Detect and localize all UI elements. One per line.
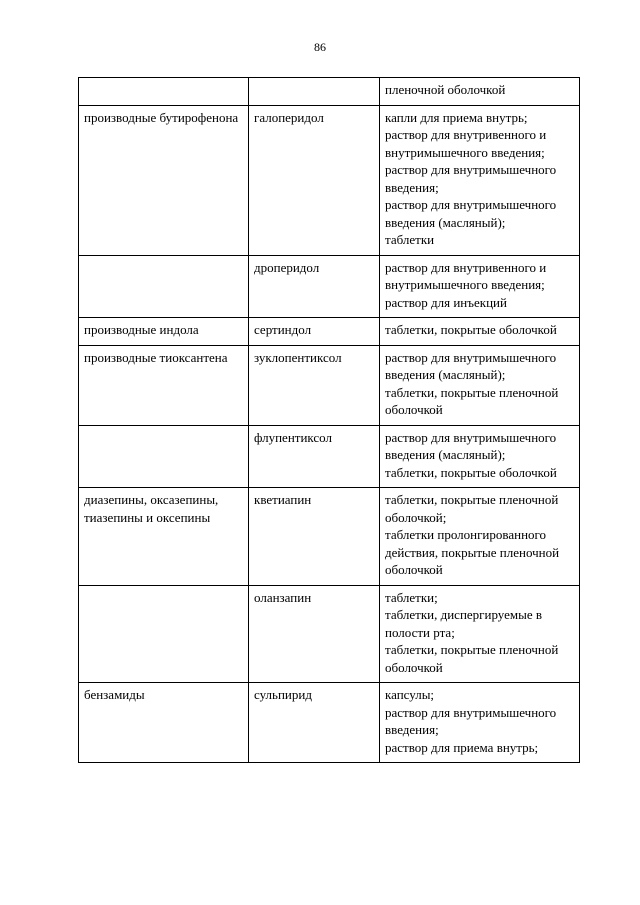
drug-name-cell: флупентиксол — [249, 425, 380, 488]
table-row — [79, 683, 580, 763]
dosage-forms-cell — [380, 488, 580, 586]
dosage-form: раствор для внутримышечного введения; — [385, 162, 557, 195]
dosage-forms-cell — [380, 683, 580, 763]
dosage-forms-cell — [380, 345, 580, 425]
table-row — [79, 488, 580, 586]
drug-group-cell: бензамиды — [79, 683, 249, 763]
dosage-form: капсулы; — [385, 687, 435, 702]
dosage-form: таблетки, диспергируемые в полости рта; — [385, 607, 543, 640]
dosage-form: капли для приема внутрь; — [385, 109, 528, 125]
table-row — [79, 318, 580, 346]
drug-table — [78, 77, 580, 763]
dosage-forms-cell — [380, 425, 580, 488]
dosage-form: пленочной оболочкой — [385, 82, 506, 97]
dosage-forms-cell — [380, 105, 580, 255]
dosage-form: раствор для внутримышечного введения (масляный); — [385, 197, 557, 230]
drug-group-cell — [79, 255, 249, 318]
dosage-form: таблетки, покрытые пленочной оболочкой — [385, 642, 559, 675]
dosage-forms-cell — [380, 78, 580, 106]
drug-group-cell: диазепины, оксазепины, тиазепины и оксепины — [79, 488, 249, 586]
drug-group-cell: производные тиоксантена — [79, 345, 249, 425]
dosage-form: раствор для инъекций — [385, 294, 507, 310]
table-row — [79, 255, 580, 318]
page-number: 86 — [314, 40, 326, 54]
drug-name-cell — [249, 78, 380, 106]
dosage-form: таблетки — [385, 232, 435, 247]
drug-name-cell: сертиндол — [249, 318, 380, 346]
dosage-form: таблетки, покрытые оболочкой — [385, 464, 557, 480]
table-row — [79, 585, 580, 683]
dosage-form: раствор для внутримышечного введения (масляный); — [385, 349, 557, 382]
drug-name-cell: зуклопентиксол — [249, 345, 380, 425]
dosage-form: раствор для внутримышечного введения (масляный); — [385, 429, 557, 462]
drug-name-cell: оланзапин — [249, 585, 380, 683]
table-row — [79, 105, 580, 255]
dosage-form: таблетки, покрытые оболочкой — [385, 322, 557, 337]
drug-group-cell: производные индола — [79, 318, 249, 346]
dosage-form: раствор для внутривенного и внутримышечного введения; — [385, 127, 547, 160]
dosage-forms-cell — [380, 255, 580, 318]
dosage-form: таблетки, покрытые пленочной оболочкой; — [385, 492, 559, 525]
dosage-forms-cell — [380, 585, 580, 683]
drug-group-cell — [79, 78, 249, 106]
drug-group-cell: производные бутирофенона — [79, 105, 249, 255]
dosage-forms-cell — [380, 318, 580, 346]
drug-group-cell — [79, 425, 249, 488]
table-row — [79, 78, 580, 106]
dosage-form: таблетки, покрытые пленочной оболочкой — [385, 384, 559, 417]
table-row — [79, 345, 580, 425]
drug-group-cell — [79, 585, 249, 683]
dosage-form: раствор для приема внутрь; — [385, 739, 539, 755]
drug-name-cell: сульпирид — [249, 683, 380, 763]
drug-name-cell: галоперидол — [249, 105, 380, 255]
dosage-form: таблетки; — [385, 589, 438, 605]
table-body — [79, 78, 580, 763]
table-row — [79, 425, 580, 488]
dosage-form: раствор для внутримышечного введения; — [385, 704, 557, 737]
dosage-form: раствор для внутривенного и внутримышечного введения; — [385, 259, 547, 292]
drug-name-cell: дроперидол — [249, 255, 380, 318]
dosage-form: таблетки пролонгированного действия, покрытые пленочной оболочкой — [385, 527, 560, 577]
drug-name-cell: кветиапин — [249, 488, 380, 586]
